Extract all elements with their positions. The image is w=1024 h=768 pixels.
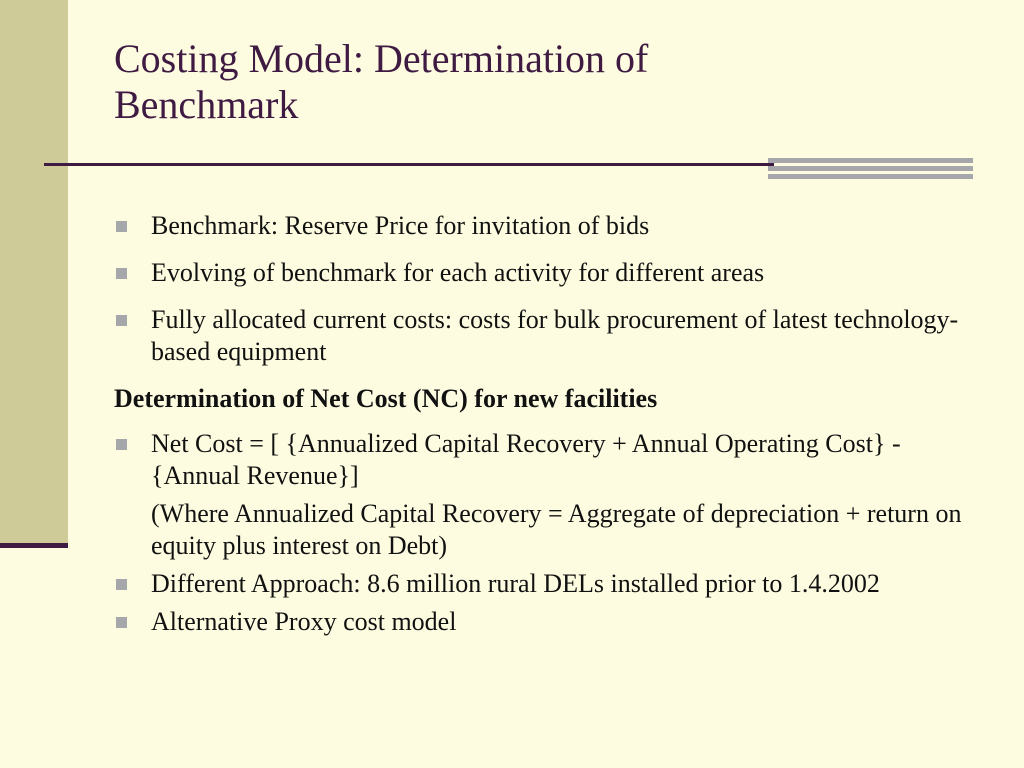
left-decorative-bar xyxy=(0,0,68,548)
square-bullet-icon xyxy=(116,268,127,279)
square-bullet-icon xyxy=(116,439,127,450)
square-bullet-icon xyxy=(116,221,127,232)
title-line-1: Costing Model: Determination of xyxy=(114,36,649,81)
slide-title xyxy=(114,36,934,128)
net-cost-note: (Where Annualized Capital Recovery = Aggregate of depreciation + return on equity plus interest on Debt) xyxy=(151,499,962,560)
bullet-text: Evolving of benchmark for each activity for different areas xyxy=(151,258,765,287)
accent-bar xyxy=(768,174,973,179)
bullet-text: Benchmark: Reserve Price for invitation of bids xyxy=(151,211,650,240)
title-underline xyxy=(44,163,774,166)
left-bar-rule xyxy=(0,543,68,548)
accent-bar xyxy=(768,166,973,171)
accent-bar xyxy=(768,158,973,163)
bullet-text: Different Approach: 8.6 million rural DELs installed prior to 1.4.2002 xyxy=(151,569,880,598)
accent-bars xyxy=(768,158,973,180)
bullet-item xyxy=(114,210,974,242)
net-cost-formula: Net Cost = [ {Annualized Capital Recovery + Annual Operating Cost} - {Annual Revenue}] xyxy=(151,429,901,490)
bullet-item xyxy=(114,257,974,289)
slide-body xyxy=(114,210,974,653)
bullet-text: Fully allocated current costs: costs for bulk procurement of latest technology-based equipment xyxy=(151,305,959,366)
title-line-2: Benchmark xyxy=(114,82,299,127)
bullet-item xyxy=(114,304,974,368)
bullet-item xyxy=(114,606,974,638)
bullet-item xyxy=(114,568,974,600)
square-bullet-icon xyxy=(116,617,127,628)
square-bullet-icon xyxy=(116,579,127,590)
square-bullet-icon xyxy=(116,315,127,326)
bullet-item xyxy=(114,428,974,492)
bullet-text: Alternative Proxy cost model xyxy=(151,607,457,636)
section-heading: Determination of Net Cost (NC) for new facilities xyxy=(114,384,658,413)
